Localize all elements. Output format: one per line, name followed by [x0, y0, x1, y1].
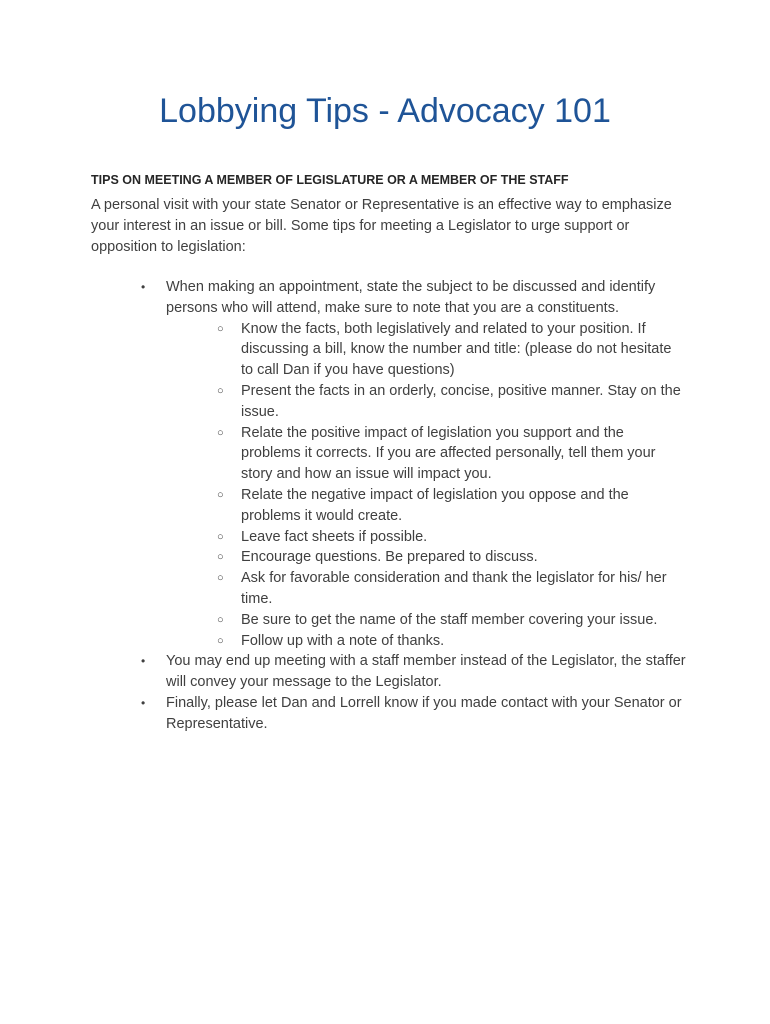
bullet-icon: •	[141, 280, 146, 294]
list-item-text: When making an appointment, state the subject to be discussed and identify persons who will attend, make sure to note that you are a constituents.	[166, 279, 656, 316]
sub-list-item	[217, 319, 681, 381]
sub-list-item-text: Follow up with a note of thanks.	[241, 632, 445, 649]
list-item-text: Finally, please let Dan and Lorrell know if you made contact with your Senator or Representative.	[166, 694, 682, 732]
circle-bullet-icon: ○	[217, 488, 224, 501]
intro-paragraph: A personal visit with your state Senator or Representative is an effective way to emphasize your interest in an issue or bill. Some tips for meeting a Legislator to urge support or opposition to legislation:	[91, 197, 672, 255]
sub-list-item-text: Encourage questions. Be prepared to discuss.	[241, 549, 538, 566]
sub-list-item	[217, 381, 681, 423]
tips-list	[0, 277, 770, 735]
circle-bullet-icon: ○	[217, 426, 224, 439]
page-title: Lobbying Tips - Advocacy 101	[159, 92, 611, 130]
sub-list-item-text: Present the facts in an orderly, concise, positive manner. Stay on the issue.	[241, 382, 681, 420]
sub-list-item	[217, 610, 681, 631]
section-heading: TIPS ON MEETING A MEMBER OF LEGISLATURE OR A MEMBER OF THE STAFF	[91, 173, 569, 187]
sub-list-item-text: Ask for favorable consideration and thank the legislator for his/ her time.	[241, 570, 667, 607]
sub-list-item-text: Leave fact sheets if possible.	[241, 528, 428, 545]
bullet-icon: •	[141, 695, 146, 710]
circle-bullet-icon: ○	[217, 572, 224, 585]
sub-list-item	[217, 485, 681, 527]
sub-list-item-text: Be sure to get the name of the staff member covering your issue.	[241, 611, 658, 628]
sub-list-item-text: Relate the negative impact of legislation you oppose and the problems it would create.	[241, 486, 629, 524]
circle-bullet-icon: ○	[217, 613, 224, 626]
circle-bullet-icon: ○	[217, 530, 224, 543]
circle-bullet-icon: ○	[217, 322, 224, 335]
sub-list-item	[217, 527, 681, 548]
list-item-text: You may end up meeting with a staff member instead of the Legislator, the staffer will convey your message to the Legislator.	[166, 653, 686, 691]
circle-bullet-icon: ○	[217, 551, 224, 564]
list-item	[0, 277, 686, 651]
sub-list-item	[217, 547, 681, 568]
circle-bullet-icon: ○	[217, 384, 224, 397]
bullet-icon: •	[141, 654, 146, 669]
sub-list-item	[217, 631, 681, 652]
sub-list-item-text: Relate the positive impact of legislation you support and the problems it corrects. If you are affected personally, tell them your story and how an issue will impact you.	[241, 424, 656, 483]
list-item	[0, 651, 686, 693]
list-item	[0, 693, 686, 735]
circle-bullet-icon: ○	[217, 634, 224, 647]
sub-list-item	[217, 423, 681, 485]
sub-tips-list	[166, 319, 686, 652]
sub-list-item	[217, 568, 681, 610]
sub-list-item-text: Know the facts, both legislatively and related to your position. If discussing a bill, know the number and title: (please do not hesitate to call Dan if you have questions)	[241, 320, 672, 379]
